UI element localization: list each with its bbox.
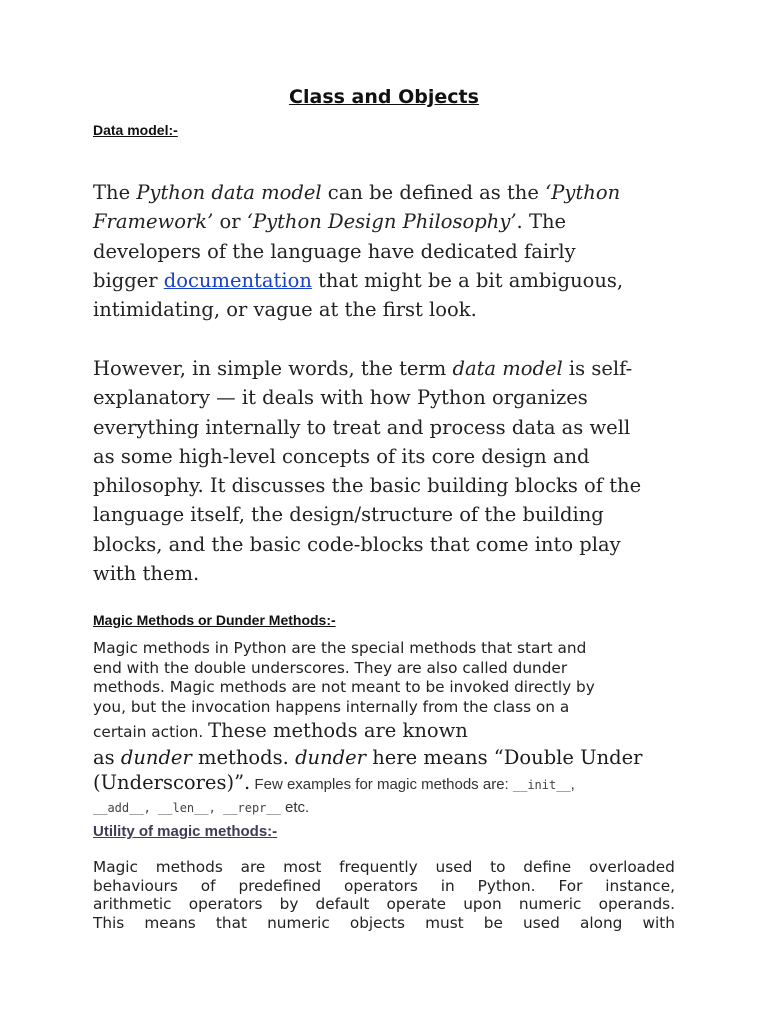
para-line: as dunder methods. dunder here means “Double Under bbox=[93, 745, 643, 769]
para-line: intimidating, or vague at the first look. bbox=[93, 298, 477, 322]
para-line: However, in simple words, the term data model is self- bbox=[93, 357, 633, 380]
para-line: methods. Magic methods are not meant to be invoked directly by bbox=[93, 678, 595, 697]
data-model-paragraph-2 bbox=[93, 354, 675, 588]
para-line: with them. bbox=[93, 562, 200, 586]
code-len: __len__ bbox=[158, 800, 209, 815]
para-line: Framework’ or ‘Python Design Philosophy’. The bbox=[93, 210, 567, 234]
para-line: you, but the invocation happens internally from the class on a bbox=[93, 698, 570, 717]
page-title: Class and Objects bbox=[289, 86, 479, 108]
para-line: Magic methods are most frequently used to define overloaded bbox=[93, 858, 675, 876]
code-repr: __repr__ bbox=[223, 800, 281, 815]
para-line: certain action. These methods are known bbox=[93, 718, 468, 742]
documentation-link[interactable]: documentation bbox=[163, 268, 312, 292]
para-line: philosophy. It discusses the basic building blocks of the bbox=[93, 474, 642, 498]
para-line: behaviours of predefined operators in Python. For instance, bbox=[93, 876, 675, 895]
para-line: everything internally to treat and process data as well bbox=[93, 415, 631, 439]
para-line: developers of the language have dedicated fairly bbox=[93, 239, 576, 263]
magic-methods-paragraph bbox=[93, 639, 675, 819]
utility-paragraph bbox=[93, 858, 675, 932]
para-line: language itself, the design/structure of the building bbox=[93, 503, 604, 527]
para-line: This means that numeric objects must be used along with bbox=[93, 913, 675, 932]
para-line: arithmetic operators by default operate upon numeric operands. bbox=[93, 895, 675, 914]
utility-heading: Utility of magic methods:- bbox=[93, 823, 278, 840]
para-line: The Python data model can be defined as the ‘Python bbox=[93, 181, 621, 204]
para-line: end with the double underscores. They are also called dunder bbox=[93, 658, 568, 677]
para-line: Magic methods in Python are the special methods that start and bbox=[93, 639, 587, 657]
para-line: (Underscores)”. Few examples for magic methods are: __init__, bbox=[93, 770, 575, 794]
data-model-heading: Data model:- bbox=[93, 122, 178, 138]
code-init: __init__ bbox=[512, 777, 571, 792]
para-line: blocks, and the basic code-blocks that come into play bbox=[93, 532, 621, 556]
para-line: bigger documentation that might be a bit ambiguous, bbox=[93, 268, 624, 292]
data-model-paragraph-1 bbox=[93, 178, 675, 324]
magic-methods-heading: Magic Methods or Dunder Methods:- bbox=[93, 612, 336, 628]
code-add: __add__ bbox=[93, 800, 144, 815]
para-line: as some high-level concepts of its core design and bbox=[93, 444, 590, 468]
para-line: __add__, __len__, __repr__ etc. bbox=[93, 798, 310, 816]
para-line: explanatory — it deals with how Python organizes bbox=[93, 386, 588, 410]
